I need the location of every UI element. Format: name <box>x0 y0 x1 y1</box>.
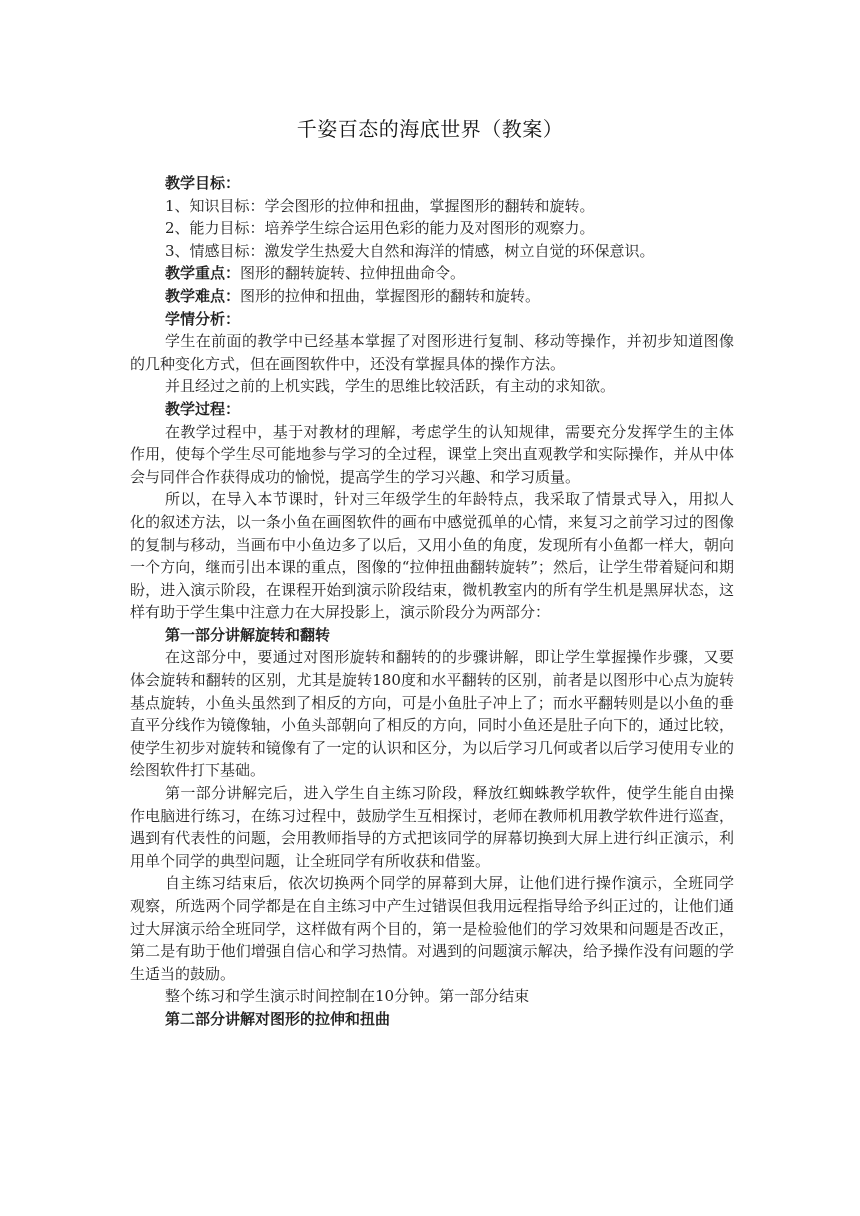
paragraph: 并且经过之前的上机实践，学生的思维比较活跃，有主动的求知欲。 <box>165 377 616 396</box>
page-title: 千姿百态的海底世界（教案） <box>296 117 564 141</box>
part2-heading: 第二部分讲解对图形的拉伸和扭曲 <box>165 1009 391 1028</box>
paragraph: 所以，在导入本节课时，针对三年级学生的年龄特点，我采取了情景式导入，用拟人化的叙述方法，以一条小鱼在画图软件的画布中感觉孤单的心情，来复习之前学习过的图像的复制与移动，当画布中小鱼边多了以后，又用小鱼的角度，发现所有小鱼都一样大，朝向一个方向，继而引出本课的重点，图像的“拉伸扭曲翻转旋转”；然后，让学生带着疑问和期盼，进入演示阶段，在课程开始到演示阶段结束，微机教室内的所有学生机是黑屏状态，这样有助于学生集中注意力在大屏投影上，演示阶段分为两部分： <box>130 490 734 622</box>
paragraph: 在教学过程中，基于对教材的理解，考虑学生的认知规律，需要充分发挥学生的主体作用，使每个学生尽可能地参与学习的全过程，课堂上突出直观教学和实际操作，并从中体会与同伴合作获得成功的愉悦，提高学生的学习兴趣、和学习质量。 <box>130 422 734 486</box>
paragraph: 自主练习结束后，依次切换两个同学的屏幕到大屏，让他们进行操作演示，全班同学观察，所选两个同学都是在自主练习中产生过错误但我用远程指导给予纠正过的，让他们通过大屏演示给全班同学，这样做有两个目的，第一是检验他们的学习效果和问题是否改正，第二是有助于他们增强自信心和学习热情。对遇到的问题演示解决，给予操作没有问题的学生适当的鼓励。 <box>130 874 734 983</box>
key-points-text: 图形的翻转旋转、拉伸扭曲命令。 <box>240 264 466 283</box>
part1-heading: 第一部分讲解旋转和翻转 <box>165 625 331 644</box>
goal-item: 2、能力目标：培养学生综合运用色彩的能力及对图形的观察力。 <box>165 219 595 238</box>
goal-item: 1、知识目标：学会图形的拉伸和扭曲，掌握图形的翻转和旋转。 <box>165 196 595 215</box>
paragraph: 在这部分中，要通过对图形旋转和翻转的的步骤讲解，即让学生掌握操作步骤，又要体会旋转和翻转的区别，尤其是旋转180度和水平翻转的区别，前者是以图形中心点为旋转基点旋转，小鱼头虽然到了相反的方向，可是小鱼肚子冲上了；而水平翻转则是以小鱼的垂直平分线作为镜像轴，小鱼头部朝向了相反的方向，同时小鱼还是肚子向下的，通过比较，使学生初步对旋转和镜像有了一定的认识和区分，为以后学习几何或者以后学习使用专业的绘图软件打下基础。 <box>130 648 734 780</box>
process-heading: 教学过程： <box>165 399 241 418</box>
key-points-label: 教学重点： <box>165 264 241 283</box>
goal-item: 3、情感目标：激发学生热爱大自然和海洋的情感，树立自觉的环保意识。 <box>165 241 655 260</box>
document-body <box>130 172 734 1031</box>
paragraph: 第一部分讲解完后，进入学生自主练习阶段，释放红蜘蛛教学软件，使学生能自由操作电脑进行练习，在练习过程中，鼓励学生互相探讨，老师在教师机用教学软件进行巡查，遇到有代表性的问题，会用教师指导的方式把该同学的屏幕切换到大屏上进行纠正演示，利用单个同学的典型问题，让全班同学有所收获和借鉴。 <box>130 784 734 870</box>
paragraph: 学生在前面的教学中已经基本掌握了对图形进行复制、移动等操作，并初步知道图像的几种变化方式，但在画图软件中，还没有掌握具体的操作方法。 <box>130 332 734 373</box>
difficult-points-line <box>130 285 734 308</box>
paragraph: 整个练习和学生演示时间控制在10分钟。第一部分结束 <box>165 987 530 1006</box>
goals-heading: 教学目标： <box>165 174 241 192</box>
difficult-points-label: 教学难点： <box>165 286 241 305</box>
key-points-line <box>130 262 734 285</box>
analysis-heading: 学情分析： <box>165 309 241 328</box>
difficult-points-text: 图形的拉伸和扭曲，掌握图形的翻转和旋转。 <box>240 286 541 305</box>
